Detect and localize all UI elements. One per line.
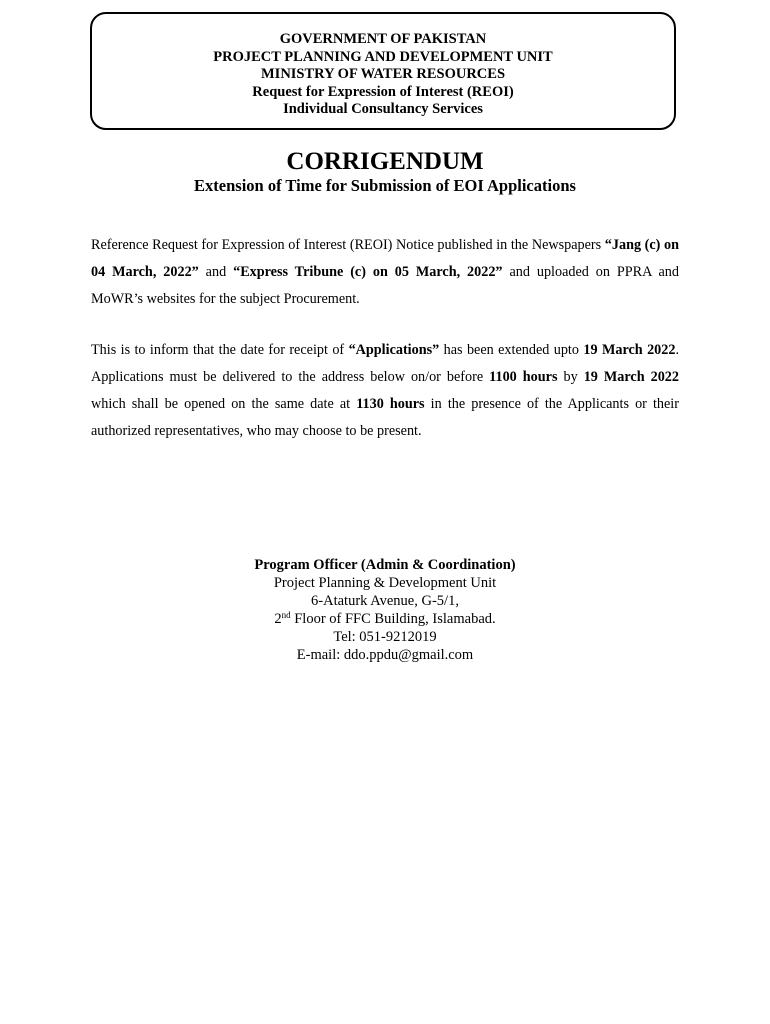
contact-address: 6-Ataturk Avenue, G-5/1, [311,593,459,609]
floor-suffix: nd [281,610,291,620]
contact-email: E-mail: ddo.ppdu@gmail.com [296,647,474,663]
contact-officer: Program Officer (Admin & Coordination) [254,557,516,573]
reference-tribune-date: “Express Tribune (c) on 05 March, 2022” [233,264,503,280]
extension-text-1: This is to inform that the date for receipt of [91,342,349,358]
extension-text-4: by [557,369,584,385]
header-line-reoi: Request for Expression of Interest (REOI) [252,83,514,100]
extension-text-5: which shall be opened on the same date at [91,396,357,412]
reference-text-3: and uploaded on PPRA and MoWR’s websites for the subject Procurement. [91,264,679,307]
contact-block [0,556,770,664]
reference-jang-date: “Jang (c) on 04 March, 2022” [91,237,680,280]
contact-tel: Tel: 051-9212019 [333,629,437,645]
reference-paragraph [91,232,679,313]
floor-number: 2 [274,611,282,627]
contact-unit: Project Planning & Development Unit [273,575,497,591]
contact-floor [0,610,770,628]
extension-text-3: . Applications must be delivered to the address below on/or before [91,342,680,385]
extension-text-6: in the presence of the Applicants or their authorized representatives, who may choose to be present. [91,396,679,439]
reference-text-2: and [198,264,234,280]
extension-deadline-date: 19 March 2022 [583,369,679,385]
extension-paragraph [91,337,679,445]
extension-deadline-time: 1100 hours [489,369,558,385]
header-line-government: GOVERNMENT OF PAKISTAN [279,31,487,47]
page-subtitle: Extension of Time for Submission of EOI Applications [194,176,576,195]
floor-rest: Floor of FFC Building, Islamabad. [290,611,496,627]
header-box [90,12,676,130]
page-title: CORRIGENDUM [286,148,484,175]
extension-text-2: has been extended upto [439,342,584,358]
reference-text-1: Reference Request for Expression of Interest (REOI) Notice published in the Newspapers [91,237,605,253]
extension-applications: “Applications” [348,342,440,358]
header-line-ministry: MINISTRY OF WATER RESOURCES [260,66,506,83]
extension-opening-time: 1130 hours [356,396,425,412]
header-line-services: Individual Consultancy Services [283,101,483,118]
extension-new-date: 19 March 2022 [583,342,676,358]
header-line-unit: PROJECT PLANNING AND DEVELOPMENT UNIT [213,48,553,65]
